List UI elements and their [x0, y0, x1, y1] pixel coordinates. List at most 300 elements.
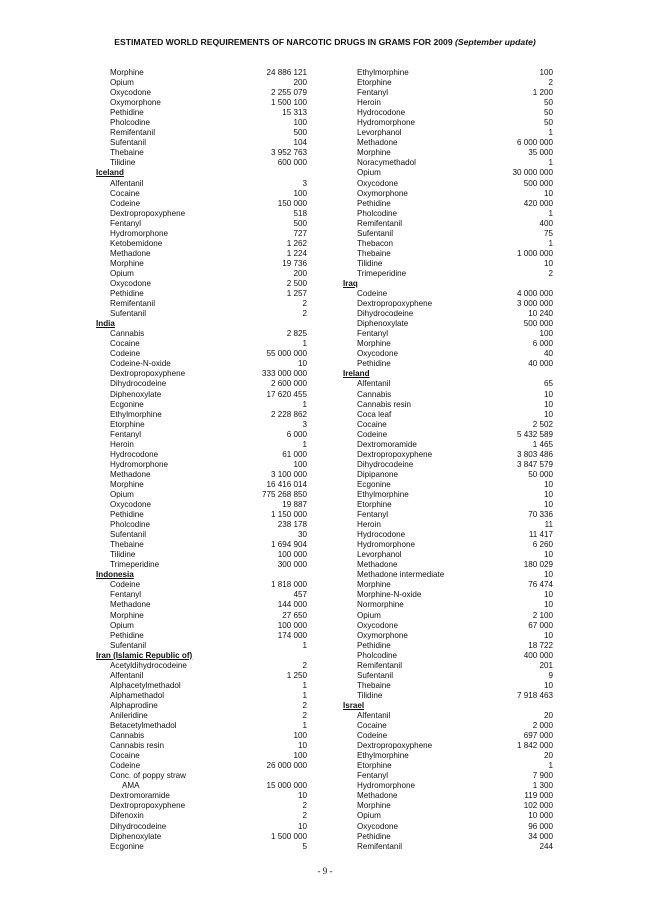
drug-name: Codeine [110, 198, 141, 208]
drug-row [343, 158, 553, 168]
drug-name: Trimeperidine [110, 560, 160, 570]
drug-name: Morphine-N-oxide [357, 590, 422, 600]
drug-row [343, 259, 553, 269]
drug-quantity: 500 [293, 218, 307, 228]
drug-name: Dextromoramide [357, 439, 417, 449]
drug-row [343, 239, 553, 249]
drug-name: AMA [122, 781, 140, 791]
drug-name: Thebaine [357, 680, 391, 690]
drug-name: Pholcodine [357, 650, 398, 660]
drug-name: Oxycodone [110, 500, 151, 510]
drug-quantity: 150 000 [277, 198, 307, 208]
drug-name: Dihydrocodeine [357, 459, 414, 469]
drug-quantity: 1 [302, 721, 307, 731]
drug-name: Hydromorphone [357, 540, 416, 550]
drug-quantity: 3 847 579 [516, 459, 553, 469]
drug-row [343, 731, 553, 741]
drug-row [96, 420, 307, 430]
drug-name: Oxymorphone [357, 630, 408, 640]
drug-row [343, 299, 553, 309]
drug-quantity: 1 250 [286, 670, 307, 680]
drug-quantity: 100 [293, 188, 307, 198]
drug-quantity: 727 [293, 228, 307, 238]
drug-row [343, 118, 553, 128]
drug-row [343, 500, 553, 510]
drug-quantity: 1 [302, 680, 307, 690]
drug-row [96, 490, 307, 500]
drug-name: Levorphanol [357, 550, 402, 560]
drug-quantity: 10 [543, 550, 553, 560]
drug-quantity: 4 000 000 [516, 289, 553, 299]
drug-name: Morphine [110, 610, 144, 620]
drug-name: Alfentanil [357, 711, 391, 720]
drug-quantity: 1 262 [286, 238, 307, 248]
drug-name: Methadone intermediate [357, 570, 445, 580]
drug-row [343, 570, 553, 580]
drug-name: Fentanyl [357, 329, 389, 339]
drug-row [343, 400, 553, 410]
drug-quantity: 2 [302, 299, 307, 309]
drug-name: Etorphine [357, 761, 392, 771]
drug-name: Diphenoxylate [357, 319, 409, 329]
drug-quantity: 104 [293, 138, 307, 148]
drug-quantity: 100 [293, 731, 307, 741]
drug-row [96, 520, 307, 530]
drug-row [343, 771, 553, 781]
drug-name: Morphine [357, 339, 391, 349]
drug-row [343, 138, 553, 148]
drug-row [343, 199, 553, 209]
country-heading [343, 701, 553, 711]
drug-name: Remifentanil [110, 128, 155, 138]
drug-name: Codeine [110, 761, 141, 771]
drug-quantity: 19 736 [282, 258, 307, 268]
drug-name: Oxycodone [357, 349, 398, 359]
drug-quantity: 61 000 [282, 449, 307, 459]
drug-row [96, 189, 307, 199]
drug-quantity: 1 465 [532, 439, 553, 449]
drug-name: Pethidine [110, 510, 144, 520]
drug-row [96, 751, 307, 761]
drug-quantity: 2 [302, 309, 307, 319]
drug-quantity: 10 [543, 590, 553, 600]
drug-name: Alfentanil [110, 670, 144, 680]
drug-quantity: 10 [543, 570, 553, 580]
drug-row [343, 651, 553, 661]
drug-name: Morphine [110, 68, 144, 77]
drug-row [96, 661, 307, 671]
drug-quantity: 119 000 [524, 791, 553, 801]
drug-quantity: 20 [543, 751, 553, 761]
drug-quantity: 600 000 [277, 158, 307, 168]
drug-row [96, 611, 307, 621]
drug-name: Dihydrocodeine [110, 379, 167, 389]
drug-row [343, 108, 553, 118]
drug-row [96, 199, 307, 209]
drug-quantity: 500 000 [523, 178, 553, 188]
drug-quantity: 3 [302, 178, 307, 188]
drug-name: Trimeperidine [357, 268, 407, 278]
drug-row [343, 249, 553, 259]
country-heading [96, 651, 307, 661]
drug-quantity: 96 000 [528, 821, 553, 831]
drug-name: Ethylmorphine [357, 68, 409, 77]
drug-name: Coca leaf [357, 409, 392, 419]
drug-name: Morphine [357, 801, 391, 811]
drug-quantity: 200 [293, 268, 307, 278]
drug-quantity: 144 000 [277, 600, 307, 610]
drug-row [343, 229, 553, 239]
drug-row [96, 400, 307, 410]
drug-row [96, 560, 307, 570]
drug-quantity: 3 100 000 [270, 469, 307, 479]
drug-quantity: 76 474 [528, 580, 553, 590]
drug-quantity: 100 [293, 751, 307, 761]
drug-quantity: 2 100 [532, 610, 553, 620]
drug-row [343, 379, 553, 389]
drug-name: Thebaine [110, 148, 144, 158]
drug-row [343, 761, 553, 771]
drug-quantity: 244 [539, 841, 553, 851]
drug-name: Heroin [357, 98, 381, 108]
drug-quantity: 420 000 [523, 198, 553, 208]
drug-row [343, 78, 553, 88]
drug-name: Oxycodone [357, 821, 398, 831]
drug-name: Morphine [357, 580, 391, 590]
drug-row [343, 359, 553, 369]
drug-row [96, 98, 307, 108]
drug-name: Codeine [110, 580, 141, 590]
drug-quantity: 70 336 [528, 510, 553, 520]
drug-quantity: 10 [297, 741, 307, 751]
drug-row [343, 349, 553, 359]
drug-quantity: 200 [293, 78, 307, 88]
drug-name: Morphine [110, 479, 144, 489]
drug-row [96, 681, 307, 691]
drug-name: Dextropropoxyphene [357, 741, 433, 751]
drug-name: Methadone [357, 560, 398, 570]
drug-row [96, 329, 307, 339]
drug-quantity: 3 [302, 419, 307, 429]
drug-quantity: 2 000 [532, 721, 553, 731]
drug-name: Ecgonine [110, 399, 144, 409]
right-column [343, 68, 553, 852]
drug-quantity: 1 [548, 208, 553, 218]
drug-name: Heroin [357, 520, 381, 530]
drug-quantity: 10 [543, 630, 553, 640]
drug-row [96, 108, 307, 118]
drug-quantity: 2 502 [532, 419, 553, 429]
drug-row [343, 560, 553, 570]
drug-row [343, 711, 553, 721]
drug-name: Cocaine [110, 339, 140, 349]
drug-name: Dipipanone [357, 469, 398, 479]
drug-row [96, 259, 307, 269]
drug-quantity: 10 [543, 188, 553, 198]
drug-quantity: 1 [302, 339, 307, 349]
drug-row [343, 520, 553, 530]
drug-quantity: 1 818 000 [270, 580, 307, 590]
drug-quantity: 75 [543, 228, 553, 238]
drug-row [343, 822, 553, 832]
drug-quantity: 201 [539, 660, 553, 670]
drug-name: Sufentanil [110, 138, 146, 148]
drug-row [96, 289, 307, 299]
drug-row [96, 842, 307, 852]
drug-name: Ecgonine [357, 479, 391, 489]
drug-name: Sufentanil [110, 530, 146, 540]
drug-row [96, 741, 307, 751]
drug-quantity: 2 228 862 [270, 409, 307, 419]
drug-row [343, 329, 553, 339]
drug-quantity: 10 240 [528, 309, 553, 319]
drug-name: Etorphine [110, 419, 145, 429]
drug-name: Diphenoxylate [110, 831, 162, 841]
drug-name: Dextropropoxyphene [110, 369, 186, 379]
drug-quantity: 1 000 000 [516, 248, 553, 258]
drug-row [343, 540, 553, 550]
drug-quantity: 10 [543, 500, 553, 510]
drug-row [343, 460, 553, 470]
drug-row [96, 550, 307, 560]
drug-row [343, 440, 553, 450]
drug-name: Pholcodine [110, 118, 151, 128]
drug-row [96, 691, 307, 701]
drug-quantity: 174 000 [277, 630, 307, 640]
drug-row [96, 600, 307, 610]
drug-row [343, 450, 553, 460]
drug-name: Pholcodine [110, 520, 151, 530]
drug-row [96, 811, 307, 821]
drug-quantity: 180 029 [523, 560, 553, 570]
drug-quantity: 1 [302, 439, 307, 449]
drug-quantity: 11 [544, 520, 553, 530]
drug-name: Ethylmorphine [357, 751, 409, 761]
drug-name: Thebaine [357, 248, 391, 258]
drug-row [96, 128, 307, 138]
drug-name: Conc. of poppy straw [110, 771, 187, 781]
country-name: Indonesia [96, 570, 134, 580]
drug-quantity: 10 [543, 399, 553, 409]
drug-row [343, 289, 553, 299]
drug-row [343, 209, 553, 219]
drug-quantity: 6 000 [532, 339, 553, 349]
drug-name: Methadone [357, 791, 398, 801]
drug-name: Pethidine [357, 359, 391, 369]
drug-row [96, 219, 307, 229]
drug-row [343, 631, 553, 641]
drug-row [343, 219, 553, 229]
drug-quantity: 6 000 [286, 429, 307, 439]
drug-quantity: 30 [297, 530, 307, 540]
drug-name: Oxymorphone [110, 98, 161, 108]
drug-row [343, 88, 553, 98]
drug-name: Opium [357, 811, 381, 821]
drug-quantity: 50 000 [528, 469, 553, 479]
drug-row [96, 359, 307, 369]
drug-row [96, 711, 307, 721]
drug-row [96, 621, 307, 631]
drug-row [343, 832, 553, 842]
drug-quantity: 40 [543, 349, 553, 359]
drug-name: Tilidine [357, 690, 383, 700]
drug-name: Cannabis [357, 389, 392, 399]
drug-row [343, 430, 553, 440]
drug-quantity: 100 000 [277, 620, 307, 630]
drug-row [96, 118, 307, 128]
drug-row [96, 410, 307, 420]
drug-quantity: 300 000 [277, 560, 307, 570]
drug-quantity: 10 [297, 791, 307, 801]
drug-row [343, 741, 553, 751]
drug-name: Oxycodone [110, 88, 151, 98]
drug-row [96, 299, 307, 309]
drug-name: Anileridine [110, 711, 148, 720]
drug-quantity: 55 000 000 [266, 349, 307, 359]
drug-quantity: 16 416 014 [266, 479, 307, 489]
drug-quantity: 333 000 000 [261, 369, 307, 379]
drug-quantity: 19 887 [282, 500, 307, 510]
drug-quantity: 30 000 000 [512, 168, 553, 178]
drug-quantity: 1 500 100 [270, 98, 307, 108]
drug-quantity: 2 [302, 711, 307, 720]
drug-row [96, 158, 307, 168]
drug-name: Remifentanil [357, 660, 402, 670]
drug-row [96, 590, 307, 600]
drug-name: Sufentanil [357, 228, 393, 238]
drug-row [343, 309, 553, 319]
drug-quantity: 15 313 [282, 108, 307, 118]
drug-row [96, 631, 307, 641]
drug-name: Methadone [110, 248, 151, 258]
drug-name: Remifentanil [110, 299, 155, 309]
drug-name: Ecgonine [110, 841, 144, 851]
drug-row [96, 530, 307, 540]
drug-name: Oxymorphone [357, 188, 408, 198]
drug-quantity: 1 300 [532, 781, 553, 791]
country-heading [96, 319, 307, 329]
drug-name: Ethylmorphine [357, 489, 409, 499]
drug-quantity: 1 [302, 399, 307, 409]
drug-name: Tilidine [357, 258, 383, 268]
drug-row [343, 339, 553, 349]
drug-quantity: 1 [548, 238, 553, 248]
drug-name: Pethidine [357, 198, 391, 208]
drug-row [343, 580, 553, 590]
drug-quantity: 67 000 [528, 620, 553, 630]
drug-row [96, 430, 307, 440]
page-title [0, 37, 650, 47]
drug-quantity: 1 [548, 158, 553, 168]
drug-row [343, 480, 553, 490]
drug-row [96, 580, 307, 590]
drug-row [96, 731, 307, 741]
drug-name: Cocaine [110, 188, 140, 198]
drug-quantity: 1 257 [286, 289, 307, 299]
drug-quantity: 500 000 [523, 319, 553, 329]
drug-row [343, 189, 553, 199]
title-text: ESTIMATED WORLD REQUIREMENTS OF NARCOTIC DRUGS IN GRAMS FOR 2009 [114, 37, 453, 47]
drug-row [343, 98, 553, 108]
drug-name: Fentanyl [357, 510, 389, 520]
drug-quantity: 5 [302, 841, 307, 851]
drug-quantity: 697 000 [523, 731, 553, 741]
country-name: India [96, 319, 115, 329]
drug-quantity: 518 [293, 208, 307, 218]
drug-name: Cannabis resin [110, 741, 164, 751]
drug-row [96, 460, 307, 470]
drug-name: Etorphine [357, 500, 392, 510]
drug-quantity: 2 600 000 [270, 379, 307, 389]
drug-name: Etorphine [357, 78, 392, 88]
drug-quantity: 2 [548, 268, 553, 278]
drug-name: Fentanyl [357, 771, 389, 781]
drug-row [96, 791, 307, 801]
drug-row [96, 68, 307, 78]
drug-row [343, 410, 553, 420]
drug-quantity: 3 952 763 [270, 148, 307, 158]
drug-quantity: 102 000 [523, 801, 553, 811]
drug-name: Thebacon [357, 238, 393, 248]
drug-row [96, 832, 307, 842]
drug-row [343, 550, 553, 560]
drug-name: Pholcodine [357, 208, 398, 218]
drug-name: Sufentanil [110, 640, 146, 650]
drug-name: Opium [110, 268, 134, 278]
drug-quantity: 10 [543, 489, 553, 499]
drug-name: Oxycodone [110, 278, 151, 288]
drug-quantity: 17 620 455 [266, 389, 307, 399]
drug-row [96, 279, 307, 289]
drug-row [343, 751, 553, 761]
drug-name: Dextropropoxyphene [357, 449, 433, 459]
drug-quantity: 2 255 079 [270, 88, 307, 98]
drug-name: Cocaine [357, 419, 387, 429]
drug-row [96, 239, 307, 249]
title-update-note: (September update) [455, 37, 536, 47]
drug-row [343, 621, 553, 631]
country-name: Iceland [96, 168, 124, 178]
drug-quantity: 26 000 000 [266, 761, 307, 771]
drug-name: Codeine-N-oxide [110, 359, 171, 369]
drug-row [96, 269, 307, 279]
drug-name: Noracymethadol [357, 158, 416, 168]
drug-quantity: 1 [302, 690, 307, 700]
drug-row [343, 68, 553, 78]
drug-name: Alphaprodine [110, 700, 158, 710]
drug-name: Hydromorphone [110, 459, 169, 469]
drug-row [96, 369, 307, 379]
drug-row [343, 530, 553, 540]
country-heading [343, 369, 553, 379]
drug-name: Hydrocodone [110, 449, 159, 459]
drug-quantity: 50 [543, 98, 553, 108]
drug-name: Morphine [357, 148, 391, 158]
drug-row [343, 390, 553, 400]
drug-quantity: 3 000 000 [516, 299, 553, 309]
drug-quantity: 238 178 [277, 520, 307, 530]
drug-name: Fentanyl [357, 88, 389, 98]
drug-row [343, 148, 553, 158]
drug-quantity: 10 [543, 680, 553, 690]
drug-name: Morphine [110, 258, 144, 268]
drug-name: Levorphanol [357, 128, 402, 138]
drug-name: Opium [110, 78, 134, 88]
drug-row [343, 721, 553, 731]
drug-name: Diphenoxylate [110, 389, 162, 399]
drug-quantity: 2 [302, 801, 307, 811]
drug-quantity: 34 000 [528, 831, 553, 841]
